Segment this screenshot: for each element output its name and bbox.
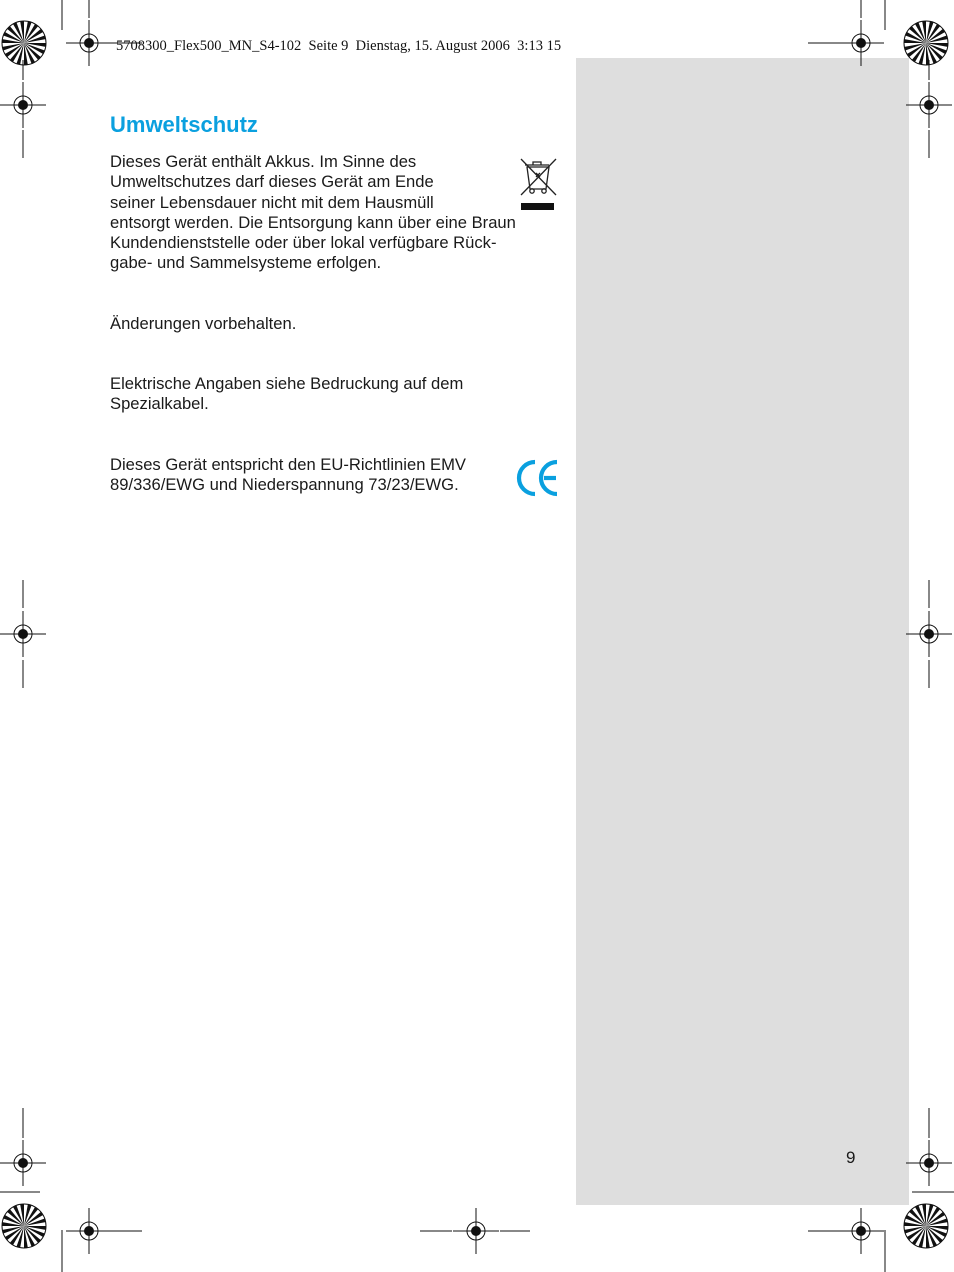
disposal-line: gabe- und Sammelsysteme erfolgen. (110, 253, 382, 273)
electrical-info-paragraph: Elektrische Angaben siehe Bedruckung auf dem Spezialkabel. (110, 374, 464, 414)
disposal-line: Kundendienststelle oder über lokal verfügbare Rück- (110, 233, 497, 253)
changes-reserved-paragraph: Änderungen vorbehalten. (110, 314, 297, 333)
page-number: 9 (846, 1148, 856, 1167)
disposal-line: Dieses Gerät enthält Akkus. Im Sinne des (110, 152, 417, 171)
eu-directives-paragraph: Dieses Gerät entspricht den EU-Richtlinien EMV 89/336/EWG und Niederspannung 73/23/EWG. (110, 455, 466, 495)
disposal-line: entsorgt werden. Die Entsorgung kann über eine Braun (110, 212, 516, 232)
section-heading: Umweltschutz (110, 112, 258, 137)
print-slug-header: 5708300_Flex500_MN_S4-102 Seite 9 Dienstag, 15. August 2006 3:13 15 (116, 38, 562, 54)
disposal-line: seiner Lebensdauer nicht mit dem Hausmüll (110, 192, 434, 212)
disposal-line: Umweltschutzes darf dieses Gerät am Ende (110, 172, 434, 192)
